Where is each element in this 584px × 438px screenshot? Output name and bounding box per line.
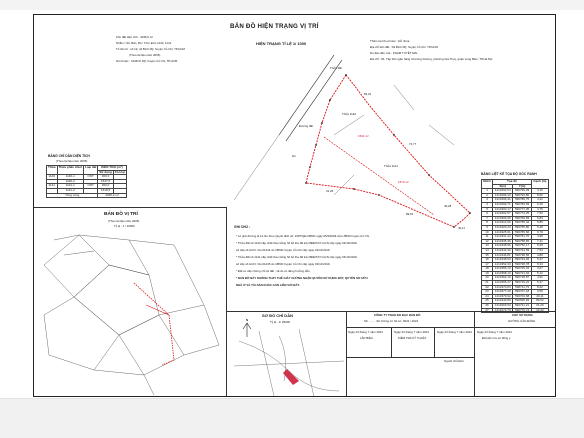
- requester-info-line: Địa chỉ : 81, Tập thể ngân hàng Chương Dương, phường Gia Thụy, quận Long Biên, TP.Hà Nội: [370, 57, 493, 61]
- table-cell: 10: [482, 230, 493, 235]
- plan-label: 6m: [292, 154, 297, 158]
- table-cell: 4,91: [531, 276, 548, 281]
- table-cell: 13: [482, 244, 493, 249]
- table-cell: 7,60: [531, 212, 548, 217]
- table-cell: 590770,74: [513, 308, 531, 313]
- note-line: * BẢN ĐỒ NÀY KHÔNG THAY THẾ GIẤY CHỨNG NHẬN QUYỀN SỬ DỤNG ĐẤT, QUYỀN SỞ HỮU: [236, 276, 368, 280]
- parcel-info-line: Khu đất diện tích : 4045,0 m²: [116, 35, 154, 39]
- area-table-title: BẢNG CHỈ DẪN DIỆN TÍCH: [48, 154, 90, 158]
- table-cell: 1213320,43: [493, 225, 513, 230]
- section-divider: [226, 207, 227, 397]
- sign-date: Ngày 23 tháng 7 năm 2024: [477, 330, 512, 334]
- signer-label: Người chủ Đơn: [444, 359, 465, 363]
- table-cell: 590794,80: [513, 193, 531, 198]
- requester-info-line: Thẩm tra hồ sơ kèm : Đỗ nhóa: [370, 39, 410, 43]
- guide-map-drawing: [229, 311, 349, 397]
- table-cell: 590765,66: [513, 230, 531, 235]
- company-name: CÔNG TY TNHH ĐO ĐẠC BẢN ĐỒ: [374, 313, 421, 317]
- table-cell: 1213325,91: [493, 230, 513, 235]
- table-cell: 8,28: [531, 244, 548, 249]
- table-cell: 7,53: [531, 248, 548, 253]
- note-line: * Đất có cấp chứng chỉ lọt đất : xã do có đảng hưởng dẫn.: [236, 269, 311, 273]
- table-cell: 15: [482, 253, 493, 258]
- sign-role: KIỂM TRA KỸ THUẬT: [398, 336, 427, 340]
- table-cell: 21: [482, 281, 493, 286]
- coord-col-header: Tọa độ: [493, 180, 532, 185]
- company-license: Số: ........ Số chứng cứ hồ sơ: 0022 / 2024: [364, 319, 419, 323]
- table-cell: 1213263,53: [493, 304, 513, 309]
- table-cell: 3: [482, 198, 493, 203]
- section-divider: [391, 327, 392, 357]
- table-cell: 1213292,54: [493, 189, 513, 194]
- check-sub-label: HƯỚNG CẦN ĐÁNH: [508, 319, 536, 323]
- table-cell: 16: [482, 258, 493, 263]
- notes-heading: GHI CHÚ :: [234, 225, 250, 229]
- table-cell: 27: [482, 308, 493, 313]
- note-line: số cấp số GCN: CH-01444 do UBND huyện Củ Chi cấp ngày 04/12/2019.: [236, 248, 331, 252]
- table-cell: 1213342,30: [493, 248, 513, 253]
- area-table-subtitle: (Theo tài liệu năm 2005): [56, 159, 88, 163]
- plan-edge-label: 31,26: [326, 189, 334, 193]
- table-cell: 1213370,84: [493, 285, 513, 290]
- sign-date: Ngày 23 tháng 7 năm 2024: [394, 330, 429, 334]
- note-line: * Lô giới đường là 12,0m theo Quyết định số: 1087/QĐ-UBND ngày 05/3/2009 của UBND huyện Củ Chi.: [236, 234, 370, 238]
- table-cell: 4,41: [531, 198, 548, 203]
- table-cell: 8: [482, 221, 493, 226]
- table-cell: 590783,83: [513, 202, 531, 207]
- section-divider: [346, 327, 556, 328]
- table-cell: 5,33: [531, 262, 548, 267]
- table-cell: 1213296,43: [493, 193, 513, 198]
- table-cell: 1213296,41: [493, 198, 513, 203]
- plan-edge-label: 89,62: [406, 212, 414, 216]
- guide-map-scale: Tỷ lệ : 1/ 25000: [270, 320, 290, 324]
- table-cell: 18: [482, 267, 493, 272]
- table-cell: 9: [482, 225, 493, 230]
- table-cell: 1140-2: [57, 179, 83, 184]
- table-cell: 590695,83: [513, 299, 531, 304]
- table-cell: 590752,17: [513, 244, 531, 249]
- table-cell: 5,12: [531, 271, 548, 276]
- table-cell: 590777,35: [513, 207, 531, 212]
- table-cell: 8,06: [531, 193, 548, 198]
- section-divider: [346, 311, 347, 397]
- table-cell: 1213314,59: [493, 221, 513, 226]
- table-cell: 1141: [47, 184, 58, 189]
- table-cell: 26: [482, 304, 493, 309]
- plan-edge-label: 83,01: [364, 92, 372, 96]
- table-cell: 11: [482, 235, 493, 240]
- parcel-info-line: Nhằm / Sổ, Bản, Bộ ! Tờm Đơn 1140, 1141: [116, 41, 172, 45]
- table-cell: 22: [482, 285, 493, 290]
- table-cell: 1547,5: [98, 179, 113, 184]
- table-cell: 1213379,92: [493, 294, 513, 299]
- table-cell: 3,67: [531, 267, 548, 272]
- table-cell: 4: [482, 202, 493, 207]
- table-cell: 590718,87: [513, 276, 531, 281]
- plan-label: Thửa đất: [330, 66, 342, 70]
- section-divider: [346, 357, 474, 358]
- table-cell: 300,0: [98, 184, 113, 189]
- table-cell: 17: [482, 262, 493, 267]
- table-cell: 7,41: [531, 239, 548, 244]
- table-cell: 590765,80: [513, 225, 531, 230]
- table-cell: 590758,65: [513, 239, 531, 244]
- table-cell: 8,02: [531, 285, 548, 290]
- table-cell: 590761,70: [513, 235, 531, 240]
- top-background-band: [0, 0, 584, 10]
- table-cell: 1213309,36: [493, 216, 513, 221]
- area-col-header: Sử dụng: [99, 169, 112, 174]
- plan-label: Đường đất: [299, 124, 313, 128]
- table-cell: 1213352,33: [493, 262, 513, 267]
- coord-col-header: X(m): [493, 184, 513, 189]
- table-cell: 4,86: [531, 253, 548, 258]
- table-cell: 5,85: [531, 221, 548, 226]
- parcel-info-line: Tổ liên tổ : số 19, xã Bình Mỹ, huyện Củ Chi, TP.HCM: [116, 47, 185, 51]
- area-col-header: DIỆN TÍCH (m²): [98, 166, 126, 171]
- table-cell: 24: [482, 294, 493, 299]
- table-cell: 6,37: [531, 281, 548, 286]
- table-cell: 590765,42: [513, 221, 531, 226]
- coord-col-header: Điểm: [482, 180, 493, 189]
- table-cell: 1213356,13: [493, 267, 513, 272]
- table-cell: 590741,21: [513, 304, 531, 309]
- table-cell: 1141-1: [57, 184, 83, 189]
- north-arrow-icon: [243, 323, 251, 337]
- table-cell: 6,47: [531, 258, 548, 263]
- table-cell: 1213365,47: [493, 281, 513, 286]
- bottom-background-band: [0, 398, 584, 438]
- note-line: số cấp số GCN: CH-01445 do UBND huyện Củ Chi cấp ngày 04/12/2019.: [236, 262, 331, 266]
- sign-role: Đã kiểm tra sơ đồng ý: [482, 336, 511, 340]
- note-line: NHÀ Ở VÀ TÀI SẢN KHÁC GẮN LIỀN VỚI ĐẤT.: [236, 283, 300, 287]
- table-cell: 590707,18: [513, 290, 531, 295]
- table-cell: 5: [482, 207, 493, 212]
- table-cell: 590773,25: [513, 212, 531, 217]
- section-divider: [474, 311, 475, 397]
- table-cell: 1213346,81: [493, 253, 513, 258]
- parcel-info-line: Nơi thuộc : Xã Bình Mỹ, huyện Củ Chi, TP.HCM: [116, 59, 178, 63]
- table-cell: 1213299,71: [493, 202, 513, 207]
- table-cell: 1213331,42: [493, 235, 513, 240]
- area-col-header: Loại đất: [83, 166, 98, 175]
- plan-label: 1541 m²: [358, 134, 369, 138]
- table-cell: 20: [482, 276, 493, 281]
- survey-map-sheet: [33, 14, 556, 397]
- table-cell: 1213335,36: [493, 239, 513, 244]
- guide-map-title: SƠ ĐỒ CHỈ DẪN: [262, 313, 293, 318]
- table-cell: 1213348,53: [493, 258, 513, 263]
- requester-info-line: Địa chỉ tiến đất : Xã Bình Mỹ, huyện Củ Chi, TP.HCM: [370, 45, 438, 49]
- table-cell: 590734,02: [513, 258, 531, 263]
- location-map-scale: Tỷ lệ : 1 / 10000: [114, 224, 135, 228]
- table-cell: 1213340,80: [493, 299, 513, 304]
- table-cell: 1213300,17: [493, 207, 513, 212]
- sign-role: LẬP BIỂU: [360, 336, 373, 340]
- note-line: * Thửa đất số 1141 cấp nhất theo bằng hồ bổ tha đã trên BĐĐT2/Y-GCN cấp ngày 04/12/2019.: [236, 255, 358, 259]
- plan-label: Thửa 1141: [384, 164, 398, 168]
- table-cell: 4,75: [531, 207, 548, 212]
- check-unit-label: CHỦ SỬ DỤNG: [512, 313, 533, 317]
- table-cell: 590704,68: [513, 294, 531, 299]
- table-cell: 40,11: [531, 294, 548, 299]
- table-cell: 6,79: [531, 230, 548, 235]
- plan-label: Thửa 1140: [342, 112, 356, 116]
- table-cell: ONT: [83, 175, 98, 180]
- location-map-subtitle: (Theo tài liệu năm 2005): [108, 219, 140, 223]
- map-scale-caption: HIỆN TRẠNG TỈ LỆ 1/ 1000: [256, 41, 307, 46]
- table-cell: 25: [482, 299, 493, 304]
- table-cell: 4,98: [531, 235, 548, 240]
- table-cell: 5,48: [531, 225, 548, 230]
- table-cell: 590728,78: [513, 262, 531, 267]
- table-cell: 89,62: [531, 299, 548, 304]
- plan-edge-label: 49,28: [444, 204, 452, 208]
- location-map-title: BẢN ĐỒ VỊ TRÍ: [104, 212, 138, 217]
- table-cell: 12: [482, 239, 493, 244]
- table-cell: 31,26: [531, 304, 548, 309]
- table-cell: 590721,94: [513, 271, 531, 276]
- table-cell: 10,42: [531, 308, 548, 313]
- table-cell: 590799,09: [513, 189, 531, 194]
- table-cell: 3,15: [531, 189, 548, 194]
- table-cell: 1213362,19: [493, 276, 513, 281]
- table-cell: 590711,79: [513, 285, 531, 290]
- north-arrow-label: N: [246, 318, 249, 322]
- table-cell: 6,49: [531, 202, 548, 207]
- location-map-drawing: [34, 15, 226, 397]
- table-cell: 1140-1: [57, 175, 83, 180]
- table-cell: 590725,04: [513, 267, 531, 272]
- table-cell: 590769,83: [513, 216, 531, 221]
- table-cell: 6,84: [531, 216, 548, 221]
- plan-edge-label: 74,77: [409, 142, 417, 146]
- table-cell: 1: [482, 189, 493, 194]
- table-cell: 23: [482, 290, 493, 295]
- table-cell: ONT: [83, 184, 98, 189]
- table-cell: 590786,75: [513, 198, 531, 203]
- table-cell: 590715,22: [513, 281, 531, 286]
- table-cell: 1140: [47, 175, 58, 180]
- sign-date: Ngày 23 tháng 7 năm 2024: [348, 330, 383, 334]
- map-title: BẢN ĐỒ HIỆN TRẠNG VỊ TRÍ: [230, 23, 319, 30]
- table-cell: 1213302,57: [493, 212, 513, 217]
- sign-date: Ngày 23 tháng 7 năm 2024: [437, 330, 472, 334]
- table-cell: 1141-2: [57, 188, 83, 193]
- plan-label: 1573 m²: [398, 180, 409, 184]
- table-cell: 1213377,40: [493, 290, 513, 295]
- area-col-header: Còn lại: [114, 169, 125, 174]
- table-cell: 1213338,96: [493, 244, 513, 249]
- table-cell: 19: [482, 271, 493, 276]
- table-cell: 590738,56: [513, 253, 531, 258]
- table-cell: 300,0: [98, 175, 113, 180]
- table-cell: 1518,5: [98, 188, 113, 193]
- table-cell: 6: [482, 212, 493, 217]
- table-cell: 14: [482, 248, 493, 253]
- coord-col-header: Y(m): [513, 184, 531, 189]
- table-cell: 1213273,79: [493, 308, 513, 313]
- total-label: Tổng cộng: [47, 193, 98, 198]
- parcel-info-line: (Theo tài liệu năm 2005): [129, 53, 161, 57]
- area-col-header: Thửa: [47, 166, 58, 175]
- requester-name: Do đảo đến của : PHẠM TUYẾT MAI: [370, 51, 418, 55]
- coord-table: [481, 179, 549, 313]
- table-cell: 1213358,10: [493, 271, 513, 276]
- table-cell: 590744,59: [513, 248, 531, 253]
- table-cell: 7: [482, 216, 493, 221]
- note-line: * Thửa đất số 1140 cấp nhất theo bằng hồ bổ tha đã trên BĐĐT2/Y-GCN cấp ngày 04/12/2019.: [236, 241, 358, 245]
- table-cell: 2: [482, 193, 493, 198]
- area-col-header: Thửa phân chiết: [57, 166, 83, 175]
- section-divider: [434, 327, 435, 357]
- coord-col-header: Cạnh (m): [531, 180, 548, 189]
- total-value: 4045,0 m²: [98, 193, 126, 198]
- table-cell: 3,55: [531, 290, 548, 295]
- coord-table-title: BẢNG LIỆT KÊ TỌA ĐỘ GÓC RANH: [481, 172, 537, 176]
- plan-edge-label: 40,11: [458, 226, 466, 230]
